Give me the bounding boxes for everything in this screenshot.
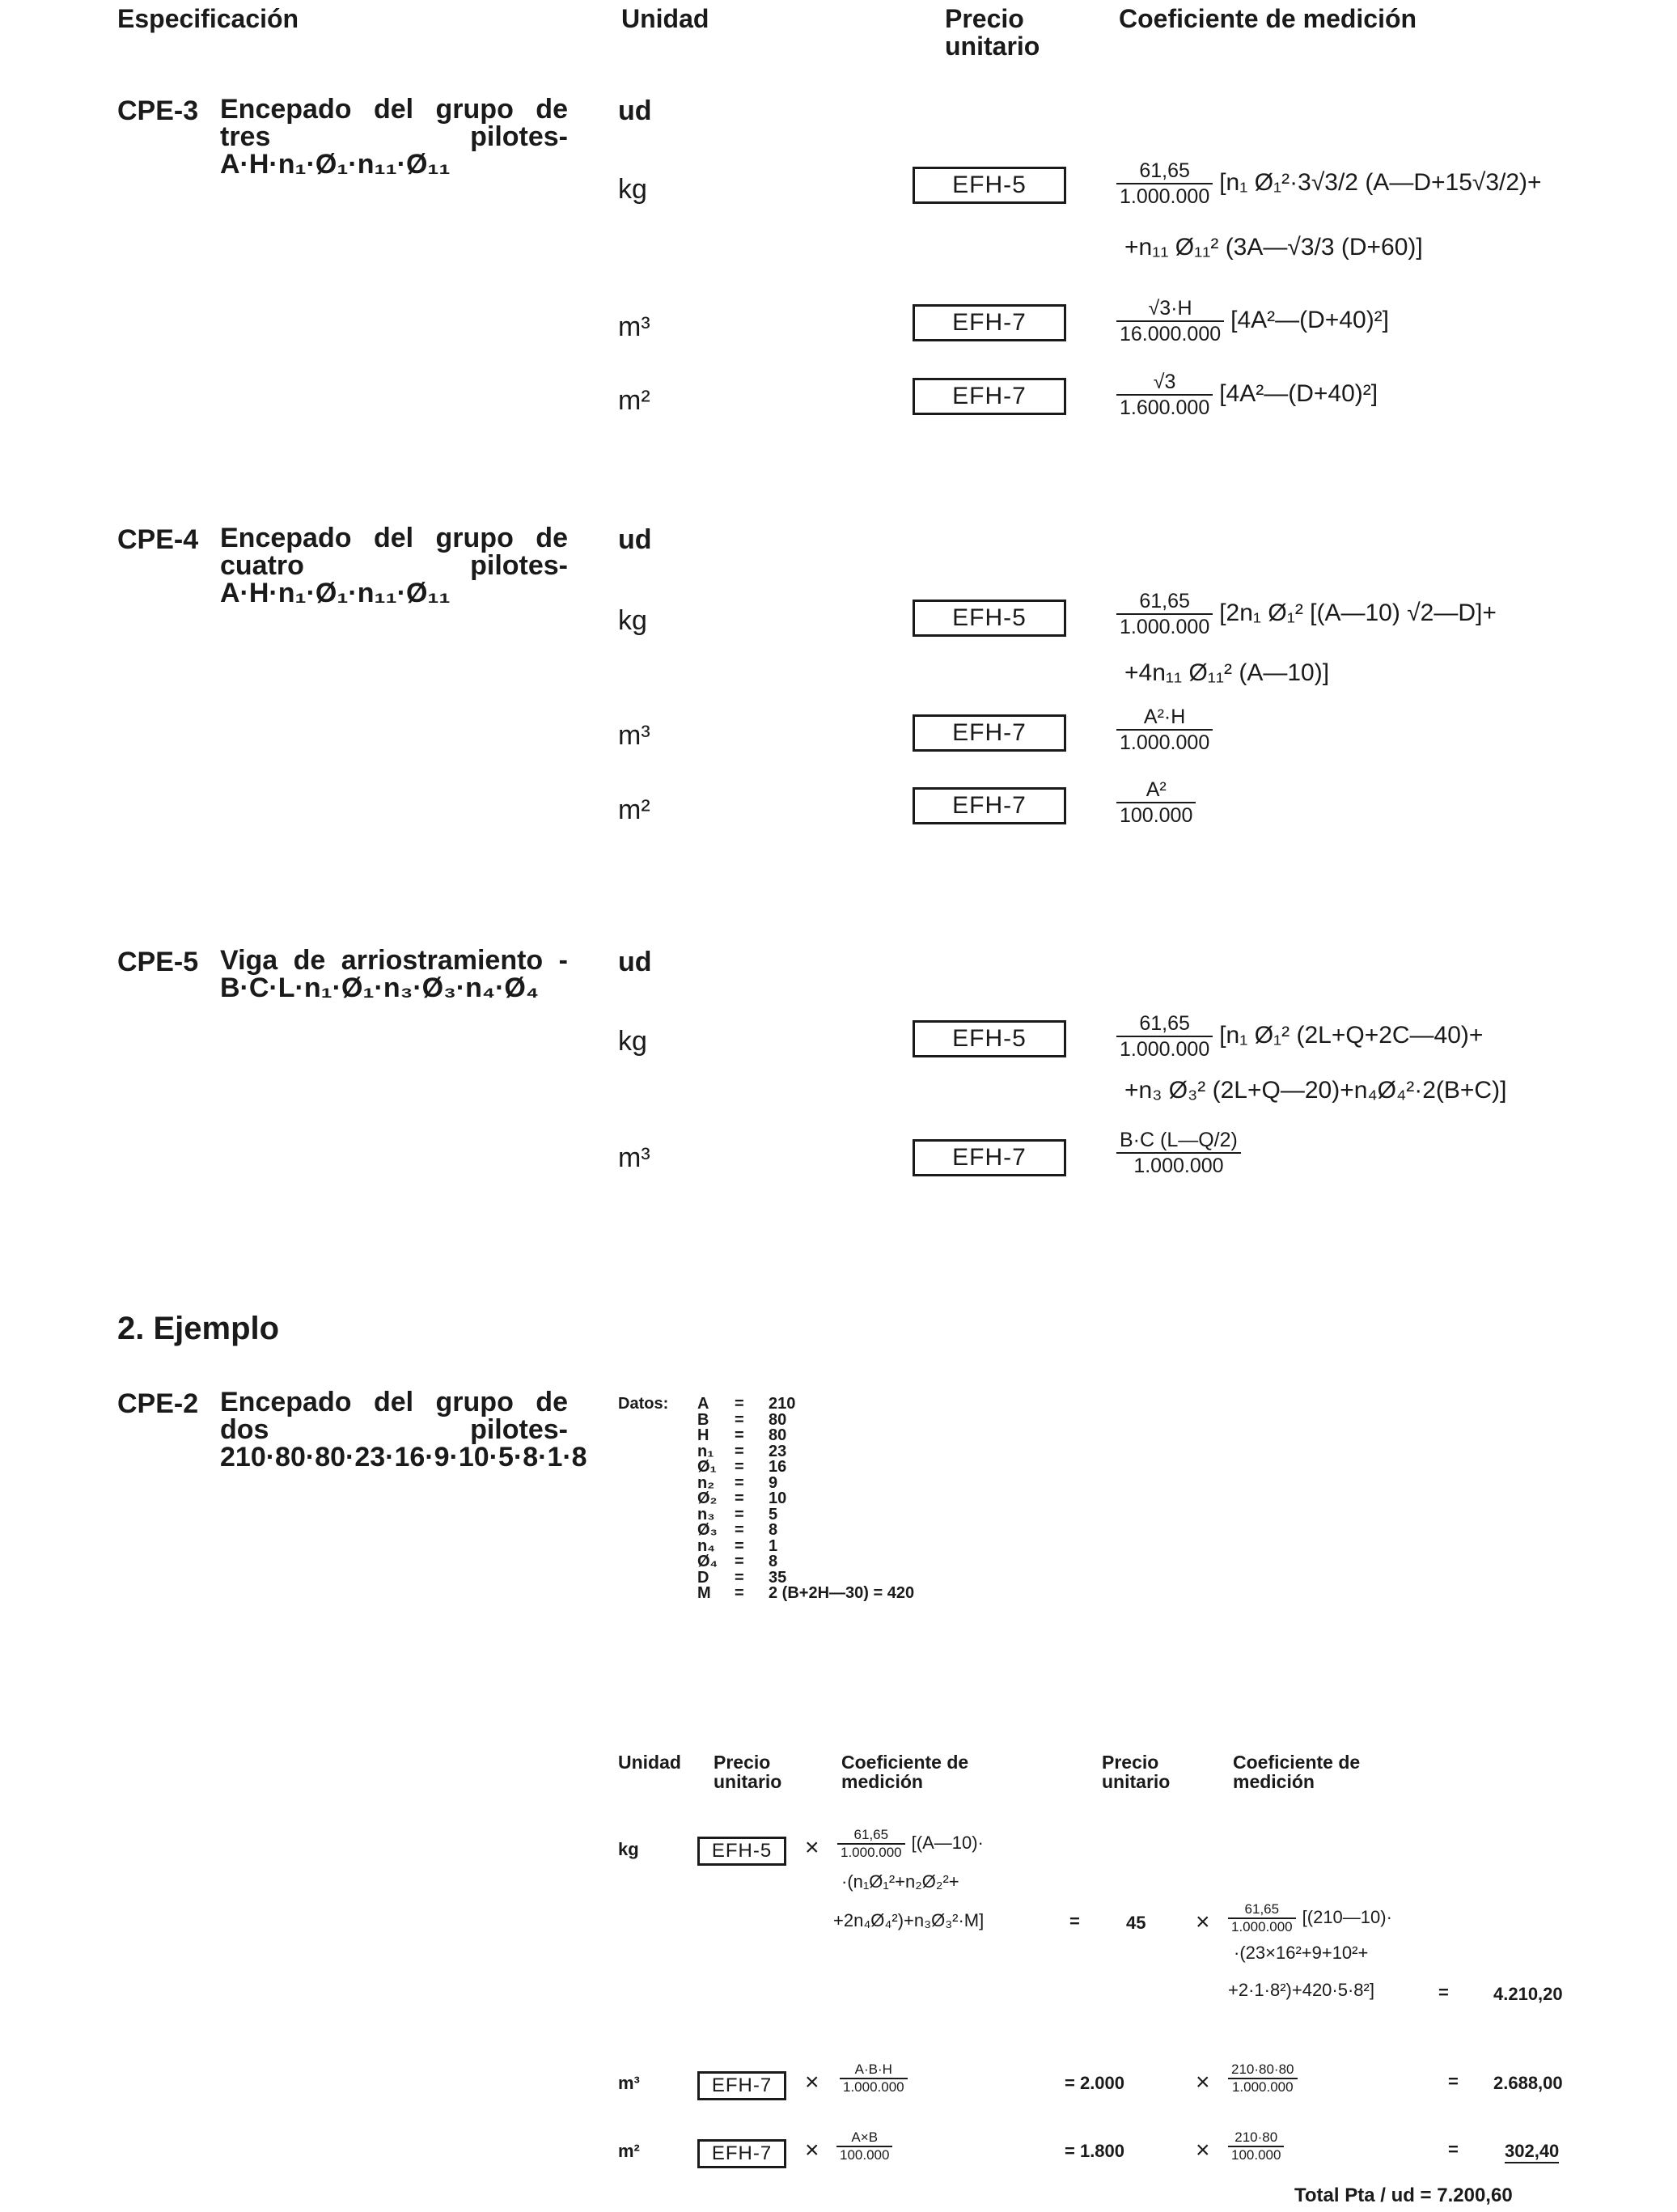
example-spec: Encepado del grupo de dos pilotes-210·80·80·23·16·9·10·5·8·1·8 [220, 1387, 587, 1473]
ex-kg-eq2: = [1438, 1982, 1449, 2002]
datos-key: A [697, 1395, 709, 1413]
datos-value: 210 [769, 1395, 796, 1413]
cpe5-spec: Viga de arriostramiento -B·C·L·n₁·Ø₁·n₃·Ø₃·n₄·Ø₄ [220, 945, 568, 1003]
ex-header-unit: Unidad [618, 1752, 681, 1773]
datos-list [697, 1396, 914, 1602]
datos-value: 16 [769, 1458, 787, 1476]
example-code: CPE-2 [117, 1388, 199, 1419]
cpe5-m3-num: B·C (L—Q/2) [1116, 1128, 1241, 1154]
datos-value: 9 [769, 1473, 778, 1492]
ex-m2-formula [836, 2129, 899, 2163]
cpe3-unit-kg: kg [618, 174, 647, 205]
cpe5-formula-kg [1116, 1011, 1483, 1062]
ex-m2-rnum: 210·80 [1228, 2129, 1284, 2147]
datos-key: n₁ [697, 1442, 714, 1460]
datos-equals: = [735, 1584, 744, 1602]
cpe5-kg-line2: +n₃ Ø₃² (2L+Q—20)+n₄Ø₄²·2(B+C)] [1124, 1077, 1507, 1104]
datos-row [697, 1428, 914, 1444]
cpe3-formula-m2 [1116, 370, 1378, 420]
ex-kg-r3: +2·1·8²)+420·5·8²] [1228, 1980, 1374, 2000]
datos-row [697, 1410, 914, 1429]
cpe4-kg-line2: +4n₁₁ Ø₁₁² (A—10)] [1124, 659, 1330, 686]
cpe4-unit-m2: m² [618, 795, 650, 825]
datos-key: Ø₁ [697, 1458, 717, 1476]
ex-m3-num: A·B·H [840, 2062, 908, 2079]
cpe3-kg-line2: +n₁₁ Ø₁₁² (3A—√3/3 (D+60)] [1124, 234, 1423, 261]
datos-equals: = [735, 1395, 744, 1413]
header-unit: Unidad [621, 4, 709, 33]
cpe5-unit-kg: kg [618, 1026, 647, 1057]
cpe4-kg-line1: [2n₁ Ø₁² [(A—10) √2—D]+ [1219, 599, 1497, 626]
ex-m3-den: 1.000.000 [843, 2079, 904, 2095]
datos-equals: = [735, 1553, 744, 1570]
datos-key: Ø₃ [697, 1521, 718, 1539]
datos-row [697, 1396, 914, 1413]
cpe4-code: CPE-4 [117, 524, 199, 555]
datos-value: 8 [769, 1553, 778, 1570]
ex-m2-rformula [1228, 2129, 1290, 2163]
cpe3-kg-den: 1.000.000 [1120, 185, 1210, 208]
ex-kg-l2: ·(n₁Ø₁²+n₂Ø₂²+ [841, 1871, 959, 1892]
datos-key: Ø₂ [697, 1489, 718, 1507]
datos-row [697, 1586, 914, 1602]
cpe5-kg-num: 61,65 [1116, 1011, 1213, 1037]
datos-equals: = [735, 1473, 744, 1492]
ex-m2-den: 100.000 [840, 2147, 890, 2163]
ex-m2-eq: = [1448, 2139, 1459, 2159]
cpe3-m2-den: 1.600.000 [1120, 396, 1210, 419]
datos-key: n₄ [697, 1536, 715, 1555]
ex-kg-formula [837, 1827, 984, 1861]
ex-m3-rden: 1.000.000 [1231, 2079, 1294, 2095]
datos-row [697, 1444, 914, 1460]
cpe5-unit-ud: ud [618, 947, 652, 977]
cpe3-unit-ud: ud [618, 95, 652, 126]
datos-value: 35 [769, 1568, 787, 1587]
datos-value: 80 [769, 1426, 787, 1444]
datos-row [697, 1473, 914, 1492]
cpe5-kg-line1: [n₁ Ø₁² (2L+Q+2C—40)+ [1219, 1021, 1484, 1049]
ex-kg-r1: [(210—10)· [1302, 1906, 1392, 1927]
datos-value: 2 (B+2H—30) = 420 [769, 1584, 915, 1602]
cpe3-unit-m2: m² [618, 385, 650, 416]
cpe4-unit-m3: m³ [618, 720, 650, 751]
ex-m3-formula [840, 2062, 914, 2095]
header-price: Precio unitario [945, 4, 1040, 61]
datos-value: 5 [769, 1505, 778, 1523]
ex-kg-eq: = [1069, 1911, 1080, 1931]
datos-key: M [697, 1584, 711, 1602]
header-spec: Especificación [117, 4, 299, 33]
cpe5-price-kg: EFH-5 [913, 1020, 1066, 1057]
ex-kg-l3: +2n₄Ø₄²)+n₃Ø₃²·M] [833, 1910, 985, 1930]
datos-equals: = [735, 1426, 744, 1444]
ex-kg-den: 1.000.000 [841, 1845, 902, 1860]
ex-m2-result: 302,40 [1505, 2141, 1559, 2163]
cpe4-unit-kg: kg [618, 605, 647, 636]
datos-value: 8 [769, 1521, 778, 1539]
cpe3-price-m3: EFH-7 [913, 304, 1066, 341]
datos-row [697, 1491, 914, 1507]
cpe3-code: CPE-3 [117, 95, 199, 126]
datos-equals: = [735, 1489, 744, 1507]
ex-m2-price: = 1.800 [1065, 2141, 1125, 2161]
ex-m3-result: 2.688,00 [1493, 2073, 1563, 2093]
ex-m3-price: = 2.000 [1065, 2073, 1125, 2093]
cpe4-price-m2: EFH-7 [913, 787, 1066, 824]
cpe5-kg-den: 1.000.000 [1120, 1038, 1210, 1061]
datos-value: 23 [769, 1442, 787, 1460]
cpe4-m2-den: 100.000 [1120, 804, 1193, 827]
datos-key: n₃ [697, 1505, 715, 1523]
ex-kg-result: 4.210,20 [1493, 1984, 1563, 2004]
ex-kg-box: EFH-5 [697, 1837, 786, 1866]
cpe3-kg-num: 61,65 [1116, 159, 1213, 184]
total: Total Pta / ud = 7.200,60 [1294, 2184, 1513, 2206]
datos-key: Ø₄ [697, 1553, 718, 1570]
cpe5-m3-den: 1.000.000 [1133, 1155, 1224, 1177]
ex-kg-unit: kg [618, 1839, 639, 1859]
ex-m2-rden: 100.000 [1231, 2147, 1281, 2163]
cpe4-kg-num: 61,65 [1116, 589, 1213, 615]
cpe4-price-kg: EFH-5 [913, 600, 1066, 637]
cpe3-formula-kg [1116, 159, 1542, 209]
datos-label: Datos: [618, 1395, 669, 1413]
datos-equals: = [735, 1521, 744, 1539]
datos-row [697, 1507, 914, 1523]
datos-equals: = [735, 1568, 744, 1587]
ex-m3-rformula [1228, 2062, 1304, 2095]
datos-row [697, 1536, 914, 1555]
cpe4-m3-den: 1.000.000 [1120, 731, 1210, 754]
datos-equals: = [735, 1505, 744, 1523]
cpe3-m3-den: 16.000.000 [1120, 323, 1222, 345]
ex-header-price: Precio unitario [714, 1752, 782, 1792]
cpe3-formula-m3 [1116, 296, 1389, 346]
cpe3-m3-num: √3·H [1116, 296, 1224, 322]
cpe4-kg-den: 1.000.000 [1120, 616, 1210, 638]
ex-m3-box: EFH-7 [697, 2071, 786, 2100]
ex-kg-r2: ·(23×16²+9+10²+ [1234, 1943, 1369, 1963]
datos-key: D [697, 1568, 709, 1587]
cpe5-unit-m3: m³ [618, 1142, 650, 1173]
cpe4-spec: Encepado del grupo de cuatro pilotes-A·H·n₁·Ø₁·n₁₁·Ø₁₁ [220, 523, 568, 608]
cpe4-formula-m2 [1116, 778, 1202, 828]
cpe4-unit-ud: ud [618, 524, 652, 555]
ex-kg-times: × [805, 1834, 819, 1861]
datos-key: n₂ [697, 1473, 715, 1492]
ex-kg-times2: × [1196, 1909, 1210, 1935]
datos-value: 10 [769, 1489, 787, 1507]
ex-m3-rnum: 210·80·80 [1228, 2062, 1298, 2079]
ex-m2-num: A×B [836, 2129, 892, 2147]
ex-m3-times2: × [1196, 2069, 1210, 2095]
ex-m3-eq: = [1448, 2071, 1459, 2091]
ex-kg-rnum: 61,65 [1228, 1901, 1296, 1919]
cpe4-formula-m3 [1116, 705, 1219, 755]
datos-key: H [697, 1426, 709, 1444]
ex-m2-times: × [805, 2137, 819, 2163]
cpe4-price-m3: EFH-7 [913, 714, 1066, 752]
datos-equals: = [735, 1410, 744, 1429]
datos-row [697, 1460, 914, 1476]
ex-kg-num: 61,65 [837, 1827, 905, 1845]
cpe3-m3-line1: [4A²—(D+40)²] [1230, 306, 1390, 333]
ex-m2-box: EFH-7 [697, 2139, 786, 2168]
cpe5-price-m3: EFH-7 [913, 1139, 1066, 1176]
section-title: 2. Ejemplo [117, 1311, 280, 1346]
cpe4-formula-kg [1116, 589, 1497, 639]
ex-header-coef: Coeficiente de medición [841, 1752, 969, 1792]
ex-m2-times2: × [1196, 2137, 1210, 2163]
ex-header-price2: Precio unitario [1102, 1752, 1171, 1792]
cpe3-m2-num: √3 [1116, 370, 1213, 396]
datos-value: 1 [769, 1536, 778, 1555]
datos-row [697, 1523, 914, 1539]
ex-m3-times: × [805, 2069, 819, 2095]
ex-header-coef2: Coeficiente de medición [1233, 1752, 1361, 1792]
header-coef: Coeficiente de medición [1119, 4, 1417, 33]
datos-equals: = [735, 1536, 744, 1555]
ex-kg-rformula [1228, 1901, 1392, 1935]
cpe5-code: CPE-5 [117, 947, 199, 977]
cpe3-spec: Encepado del grupo de tres pilotes-A·H·n₁·Ø₁·n₁₁·Ø₁₁ [220, 94, 568, 180]
ex-kg-l1: [(A—10)· [911, 1832, 984, 1853]
datos-key: B [697, 1410, 709, 1429]
ex-kg-price: 45 [1126, 1913, 1146, 1933]
datos-value: 80 [769, 1410, 787, 1429]
datos-row [697, 1554, 914, 1570]
cpe4-m3-num: A²·H [1116, 705, 1213, 731]
cpe4-m2-num: A² [1116, 778, 1196, 803]
ex-kg-rden: 1.000.000 [1231, 1919, 1293, 1934]
cpe3-unit-m3: m³ [618, 311, 650, 342]
cpe3-price-m2: EFH-7 [913, 378, 1066, 415]
cpe3-kg-line1: [n₁ Ø₁²·3√3/2 (A—D+15√3/2)+ [1219, 168, 1542, 196]
ex-m2-unit: m² [618, 2141, 640, 2161]
cpe3-price-kg: EFH-5 [913, 167, 1066, 204]
datos-equals: = [735, 1442, 744, 1460]
cpe5-formula-m3 [1116, 1128, 1247, 1178]
ex-m3-unit: m³ [618, 2073, 640, 2093]
datos-equals: = [735, 1458, 744, 1476]
cpe3-m2-line1: [4A²—(D+40)²] [1219, 379, 1378, 407]
